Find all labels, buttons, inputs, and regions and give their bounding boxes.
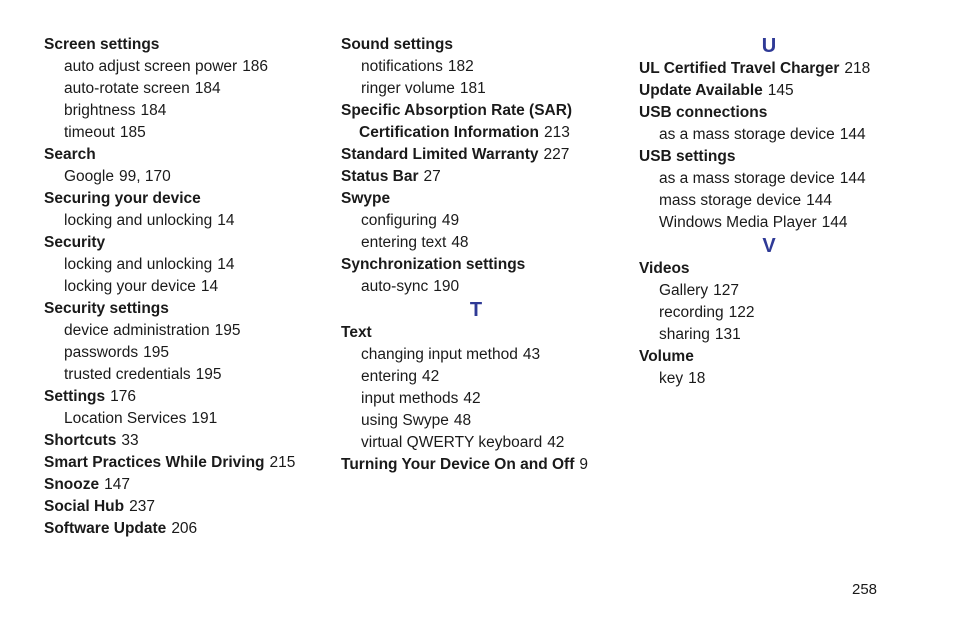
index-page-ref: 43	[522, 346, 541, 363]
index-subentry	[639, 212, 899, 234]
index-page-ref: 14	[217, 212, 235, 229]
index-term: device administration	[64, 322, 210, 339]
index-subentry	[341, 56, 611, 78]
index-term: Certification Information	[359, 124, 539, 141]
index-term: entering	[361, 368, 418, 385]
index-subentry	[341, 122, 611, 144]
index-term: Text	[341, 324, 372, 341]
index-page-ref: 18	[688, 370, 706, 387]
index-letter-heading: U	[761, 35, 777, 57]
index-subentry	[341, 276, 611, 298]
index-page-ref: 127	[713, 282, 739, 299]
index-term: ringer volume	[361, 80, 455, 97]
index-entry	[341, 34, 611, 56]
index-entry	[341, 254, 611, 276]
index-term: USB connections	[639, 104, 768, 121]
index-term: Synchronization settings	[341, 256, 526, 273]
index-term: locking and unlocking	[64, 256, 213, 273]
index-entry	[44, 452, 324, 474]
index-entry	[639, 258, 899, 280]
index-term: Sound settings	[341, 36, 453, 53]
index-entry	[44, 386, 324, 408]
index-page-ref: 144	[821, 214, 848, 231]
index-page-ref: 49	[441, 212, 460, 229]
index-letter-heading: V	[762, 235, 776, 257]
index-page-ref: 181	[459, 80, 486, 97]
index-term: Securing your device	[44, 190, 201, 207]
index-subentry	[44, 276, 324, 298]
index-page-ref: 48	[453, 412, 472, 429]
index-page-ref: 195	[195, 366, 222, 383]
index-page-ref: 144	[839, 170, 866, 187]
index-entry	[44, 518, 324, 540]
index-page-ref: 185	[119, 124, 146, 141]
index-page-ref: 195	[143, 344, 169, 361]
index-term: recording	[659, 304, 724, 321]
index-subentry	[639, 124, 899, 146]
index-term: Status Bar	[341, 168, 419, 185]
index-entry	[639, 102, 899, 124]
index-term: Windows Media Player	[659, 214, 817, 231]
index-page-ref: 99, 170	[118, 168, 171, 185]
index-page-ref: 215	[269, 454, 296, 471]
index-subentry	[44, 78, 324, 100]
index-term: Search	[44, 146, 96, 163]
index-term: UL Certified Travel Charger	[639, 60, 840, 77]
index-term: input methods	[361, 390, 459, 407]
index-term: Google	[64, 168, 114, 185]
index-page-ref: 182	[447, 58, 474, 75]
index-term: auto-rotate screen	[64, 80, 190, 97]
index-term: configuring	[361, 212, 437, 229]
index-subentry	[44, 408, 324, 430]
index-term: changing input method	[361, 346, 518, 363]
index-entry	[639, 58, 899, 80]
index-page-ref: 206	[171, 520, 198, 537]
index-page-ref: 186	[242, 58, 269, 75]
index-entry	[639, 346, 899, 368]
index-entry	[44, 232, 324, 254]
index-page-ref: 227	[543, 146, 570, 163]
index-term: Social Hub	[44, 498, 125, 515]
index-term: auto adjust screen power	[64, 58, 238, 75]
index-term: Screen settings	[44, 36, 160, 53]
index-page-ref: 176	[110, 388, 137, 405]
index-subentry	[341, 366, 611, 388]
index-page-ref: 213	[543, 124, 570, 141]
index-term: Settings	[44, 388, 106, 405]
index-page-ref: 42	[463, 390, 481, 407]
index-entry	[341, 188, 611, 210]
index-term: locking and unlocking	[64, 212, 213, 229]
index-term: Security settings	[44, 300, 169, 317]
index-term: key	[659, 370, 684, 387]
index-entry	[44, 144, 324, 166]
index-page-ref: 14	[200, 278, 219, 295]
index-column-2	[341, 34, 611, 476]
index-subentry	[341, 432, 611, 454]
index-subentry	[44, 364, 324, 386]
index-page-ref: 184	[140, 102, 167, 119]
index-page-ref: 131	[714, 326, 741, 343]
index-subentry	[44, 100, 324, 122]
index-entry	[44, 474, 324, 496]
index-term: brightness	[64, 102, 136, 119]
index-entry	[44, 188, 324, 210]
index-page-ref: 27	[423, 168, 441, 185]
index-page-ref: 122	[728, 304, 755, 321]
index-term: auto-sync	[361, 278, 429, 295]
index-entry	[639, 146, 899, 168]
index-subentry	[639, 190, 899, 212]
index-term: Snooze	[44, 476, 100, 493]
index-term: as a mass storage device	[659, 170, 835, 187]
index-page-ref: 33	[121, 432, 139, 449]
index-subentry	[639, 168, 899, 190]
index-page-ref: 42	[422, 368, 440, 385]
index-subentry	[44, 342, 324, 364]
index-term: Swype	[341, 190, 391, 207]
index-page-ref: 184	[194, 80, 221, 97]
index-term: virtual QWERTY keyboard	[361, 434, 543, 451]
index-page-ref: 195	[214, 322, 241, 339]
index-term: Security	[44, 234, 106, 251]
index-subentry	[44, 166, 324, 188]
index-term: Gallery	[659, 282, 709, 299]
index-subentry	[341, 410, 611, 432]
index-term: mass storage device	[659, 192, 802, 209]
index-term: locking your device	[64, 278, 196, 295]
index-page-ref: 190	[433, 278, 460, 295]
index-term: Standard Limited Warranty	[341, 146, 539, 163]
index-entry	[341, 322, 611, 344]
index-entry	[341, 166, 611, 188]
index-term: Turning Your Device On and Off	[341, 456, 575, 473]
index-term: as a mass storage device	[659, 126, 835, 143]
page-number: 258	[852, 581, 878, 598]
index-subentry	[639, 280, 899, 302]
index-entry	[44, 34, 324, 56]
index-term: Volume	[639, 348, 694, 365]
index-entry	[341, 100, 611, 122]
index-entry	[44, 298, 324, 320]
index-page-ref: 42	[547, 434, 565, 451]
index-page-ref: 191	[191, 410, 218, 427]
index-term: notifications	[361, 58, 443, 75]
index-term: passwords	[64, 344, 139, 361]
index-letter-heading: T	[469, 299, 483, 321]
index-term: Specific Absorption Rate (SAR)	[341, 102, 573, 119]
index-term: entering text	[361, 234, 447, 251]
index-subentry	[44, 56, 324, 78]
index-term: Smart Practices While Driving	[44, 454, 265, 471]
index-page-ref: 218	[844, 60, 871, 77]
index-term: Update Available	[639, 82, 763, 99]
index-entry	[341, 144, 611, 166]
index-subentry	[639, 368, 899, 390]
index-page-ref: 237	[129, 498, 155, 515]
index-entry	[341, 454, 611, 476]
index-entry	[639, 80, 899, 102]
index-page-ref: 9	[579, 456, 589, 473]
index-term: timeout	[64, 124, 115, 141]
index-term: trusted credentials	[64, 366, 191, 383]
index-subentry	[639, 302, 899, 324]
index-term: using Swype	[361, 412, 449, 429]
index-term: Location Services	[64, 410, 187, 427]
index-entry	[44, 496, 324, 518]
index-column-1	[44, 34, 324, 540]
index-subentry	[44, 122, 324, 144]
index-term: Videos	[639, 260, 690, 277]
index-column-3	[639, 34, 899, 390]
index-subentry	[639, 324, 899, 346]
index-term: Shortcuts	[44, 432, 117, 449]
index-entry	[44, 430, 324, 452]
index-term: sharing	[659, 326, 710, 343]
index-subentry	[44, 210, 324, 232]
index-page-ref: 147	[104, 476, 130, 493]
index-subentry	[341, 388, 611, 410]
index-page-ref: 48	[451, 234, 469, 251]
index-term: USB settings	[639, 148, 736, 165]
index-page-ref: 144	[839, 126, 866, 143]
index-subentry	[341, 344, 611, 366]
index-term: Software Update	[44, 520, 167, 537]
index-page-ref: 145	[767, 82, 794, 99]
index-subentry	[44, 254, 324, 276]
index-page-ref: 144	[806, 192, 833, 209]
index-subentry	[341, 78, 611, 100]
index-subentry	[44, 320, 324, 342]
index-page-ref: 14	[217, 256, 235, 273]
index-subentry	[341, 232, 611, 254]
index-subentry	[341, 210, 611, 232]
